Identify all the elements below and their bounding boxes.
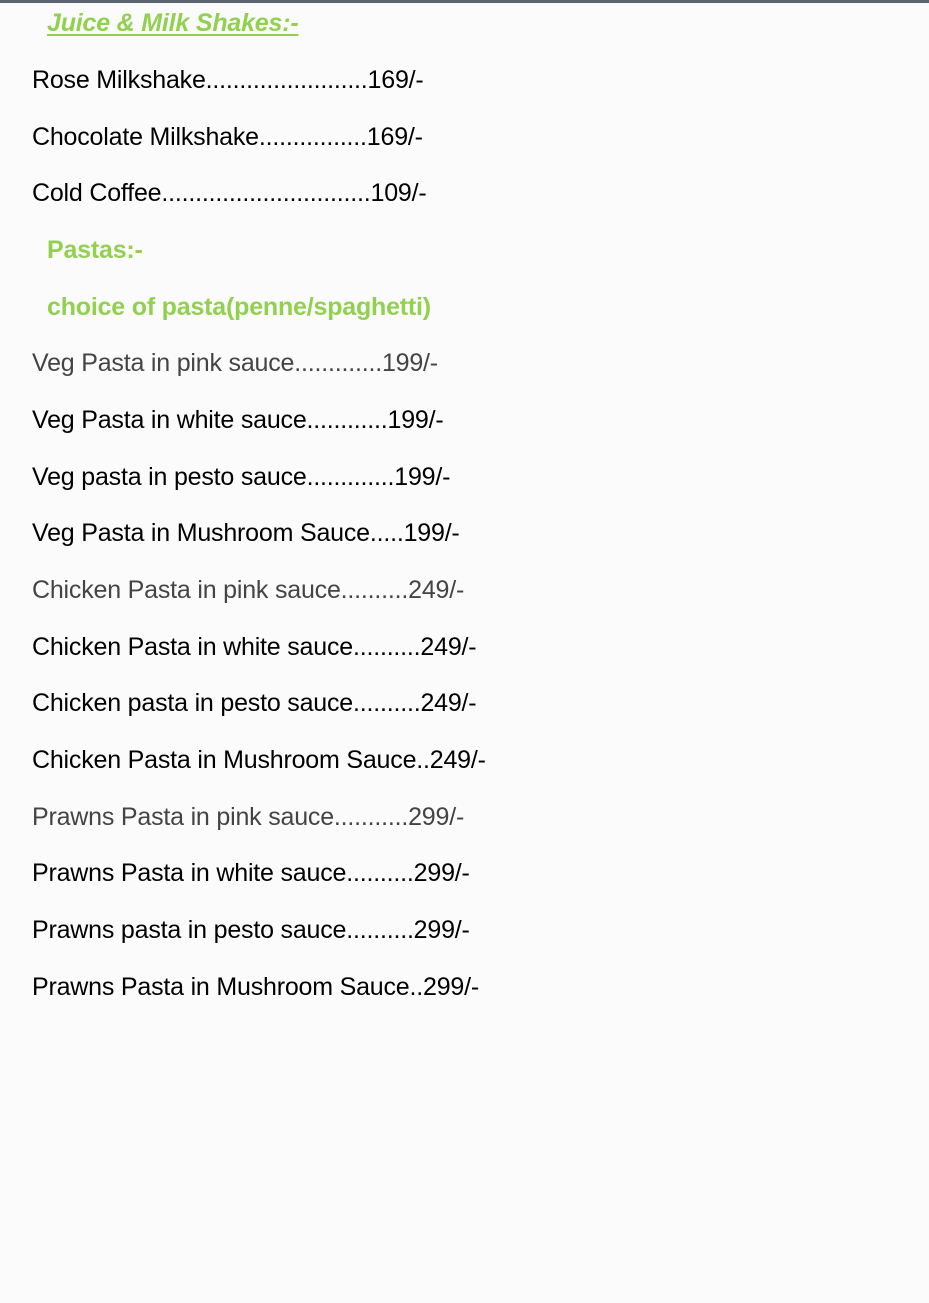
menu-item-chocolate-milkshake: Chocolate Milkshake................169/- (32, 123, 423, 151)
menu-item-veg-mushroom: Veg Pasta in Mushroom Sauce.....199/- (32, 519, 460, 547)
menu-item-veg-pink: Veg Pasta in pink sauce.............199/- (32, 349, 438, 377)
menu-item-prawns-white: Prawns Pasta in white sauce..........299/- (32, 859, 470, 887)
pasta-choice-note: choice of pasta(penne/spaghetti) (47, 293, 431, 321)
menu-item-prawns-pesto: Prawns pasta in pesto sauce..........299/- (32, 916, 470, 944)
menu-item-chicken-mushroom: Chicken Pasta in Mushroom Sauce..249/- (32, 746, 486, 774)
menu-item-prawns-pink: Prawns Pasta in pink sauce...........299/- (32, 803, 465, 831)
menu-item-chicken-white: Chicken Pasta in white sauce..........249/- (32, 633, 477, 661)
juice-section-heading: Juice & Milk Shakes:- (47, 9, 299, 37)
pasta-section-heading: Pastas:- (47, 236, 143, 264)
menu-item-veg-white: Veg Pasta in white sauce............199/- (32, 406, 444, 434)
menu-item-chicken-pink: Chicken Pasta in pink sauce..........249/- (32, 576, 465, 604)
top-border (0, 0, 929, 3)
menu-item-cold-coffee: Cold Coffee...............................109/- (32, 179, 427, 207)
menu-item-prawns-mushroom: Prawns Pasta in Mushroom Sauce..299/- (32, 973, 479, 1001)
menu-item-veg-pesto: Veg pasta in pesto sauce.............199/- (32, 463, 451, 491)
menu-item-chicken-pesto: Chicken pasta in pesto sauce..........249/- (32, 689, 477, 717)
menu-item-rose-milkshake: Rose Milkshake........................169/- (32, 66, 424, 94)
